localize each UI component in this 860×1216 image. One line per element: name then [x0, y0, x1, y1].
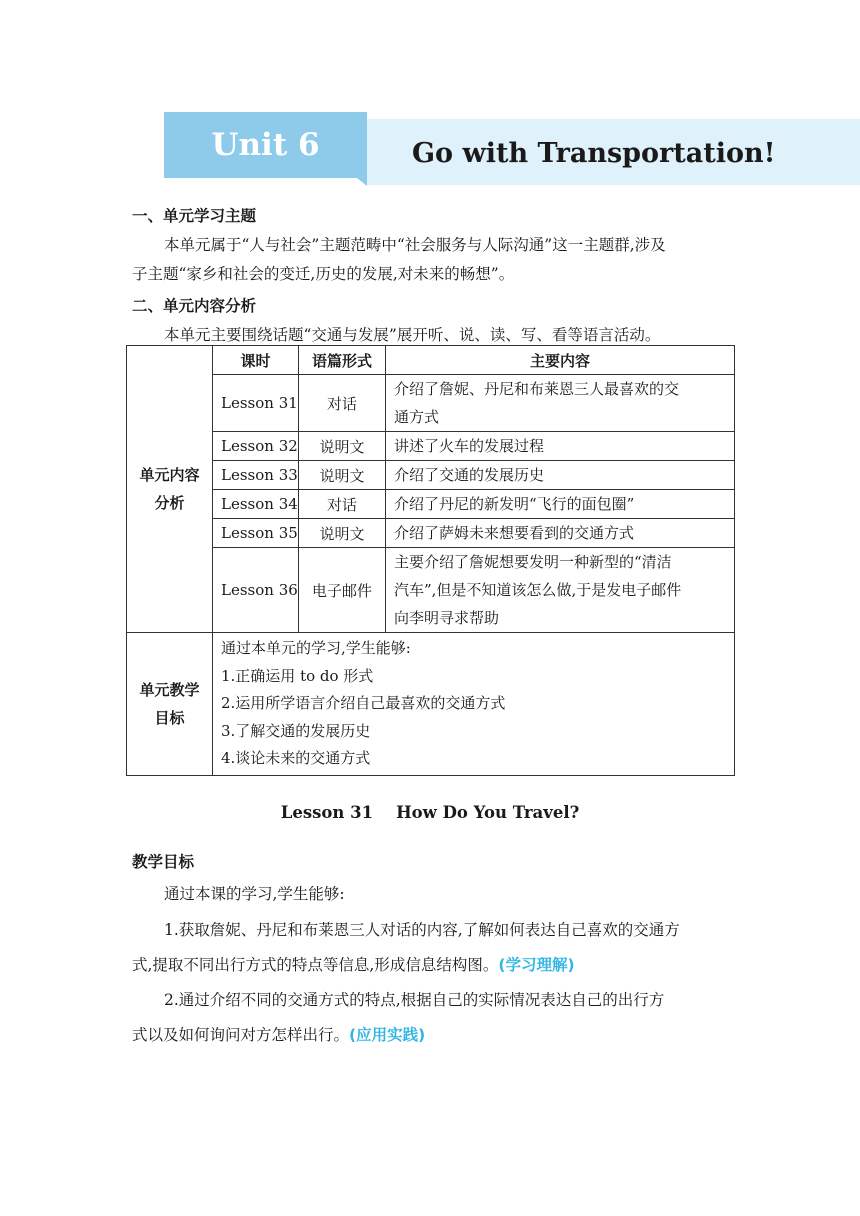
teaching-goals-heading: 教学目标: [132, 853, 195, 871]
content-cell: 介绍了交通的发展历史: [386, 461, 735, 490]
objective1-tag: (学习理解): [498, 956, 575, 974]
analysis-label-line2: 分析: [154, 494, 185, 512]
content-line: 主要介绍了詹妮想要发明一种新型的“清洁: [394, 553, 672, 571]
lesson-title: Lesson 31 How Do You Travel?: [280, 803, 580, 822]
lesson-intro: 通过本课的学习,学生能够:: [164, 885, 345, 903]
section2-intro: 本单元主要围绕话题“交通与发展”展开听、说、读、写、看等语言活动。: [164, 326, 661, 344]
form-cell: 对话: [299, 490, 386, 519]
table-row: [127, 548, 735, 633]
objective1-line1: 1.获取詹妮、丹尼和布莱恩三人对话的内容,了解如何表达自己喜欢的交通方: [164, 921, 680, 939]
table-header-row: [127, 346, 735, 375]
table-row: [127, 461, 735, 490]
unit-analysis-table: [126, 345, 735, 776]
lesson-cell: Lesson 34: [213, 490, 299, 519]
header-form: 语篇形式: [299, 346, 386, 375]
content-cell: 介绍了丹尼的新发明“飞行的面包圈”: [386, 490, 735, 519]
content-line: 介绍了詹妮、丹尼和布莱恩三人最喜欢的交: [394, 380, 680, 398]
section1-heading: 一、单元学习主题: [132, 207, 257, 225]
goal-line: 3.了解交通的发展历史: [221, 721, 371, 740]
lesson-cell: Lesson 31: [213, 375, 299, 432]
objective1-line2-wrap: [132, 953, 575, 975]
table-row: [127, 375, 735, 432]
header-lesson: 课时: [213, 346, 299, 375]
content-line: 通方式: [394, 408, 440, 426]
lesson-cell: Lesson 33: [213, 461, 299, 490]
objective2-tag: (应用实践): [349, 1026, 426, 1044]
unit-number: Unit 6: [211, 127, 320, 163]
goals-label-cell: [127, 633, 213, 776]
objective2-line2: 式以及如何询问对方怎样出行。: [132, 1026, 350, 1044]
content-line: 汽车”,但是不知道该怎么做,于是发电子邮件: [394, 581, 682, 599]
form-cell: 电子邮件: [299, 548, 386, 633]
goal-line: 通过本单元的学习,学生能够:: [221, 639, 411, 657]
goals-row: [127, 633, 735, 776]
section1-line2: 子主题“家乡和社会的变迁,历史的发展,对未来的畅想”。: [132, 265, 515, 283]
banner-notch: [357, 178, 367, 186]
analysis-label-cell: [127, 346, 213, 633]
unit-title-banner: [367, 119, 860, 185]
table-row: [127, 519, 735, 548]
form-cell: 说明文: [299, 432, 386, 461]
goals-cell: [213, 633, 735, 776]
objective1-line2: 式,提取不同出行方式的特点等信息,形成信息结构图。: [132, 956, 499, 974]
lesson-cell: Lesson 32: [213, 432, 299, 461]
table-row: [127, 490, 735, 519]
analysis-label-line1: 单元内容: [139, 466, 200, 484]
lesson-cell: Lesson 35: [213, 519, 299, 548]
goal-line: 2.运用所学语言介绍自己最喜欢的交通方式: [221, 694, 506, 712]
header-content: 主要内容: [386, 346, 735, 375]
form-cell: 说明文: [299, 461, 386, 490]
goal-line: 4.谈论未来的交通方式: [221, 749, 371, 767]
content-cell: 介绍了萨姆未来想要看到的交通方式: [386, 519, 735, 548]
objective2-line2-wrap: [132, 1023, 425, 1045]
content-cell: [386, 375, 735, 432]
unit-title: Go with Transportation!: [412, 138, 776, 169]
goal-line: 1.正确运用 to do 形式: [221, 666, 374, 685]
goals-label-line1: 单元教学: [139, 680, 200, 699]
objective2-line1: 2.通过介绍不同的交通方式的特点,根据自己的实际情况表达自己的出行方: [164, 991, 665, 1009]
form-cell: 说明文: [299, 519, 386, 548]
content-line: 向李明寻求帮助: [394, 609, 500, 627]
form-cell: 对话: [299, 375, 386, 432]
content-cell: [386, 548, 735, 633]
content-cell: 讲述了火车的发展过程: [386, 432, 735, 461]
section1-line1: 本单元属于“人与社会”主题范畴中“社会服务与人际沟通”这一主题群,涉及: [164, 236, 666, 254]
table-row: [127, 432, 735, 461]
section2-heading: 二、单元内容分析: [132, 297, 257, 315]
lesson-cell: Lesson 36: [213, 548, 299, 633]
goals-label-line2: 目标: [154, 708, 185, 727]
unit-number-banner: [164, 112, 367, 178]
